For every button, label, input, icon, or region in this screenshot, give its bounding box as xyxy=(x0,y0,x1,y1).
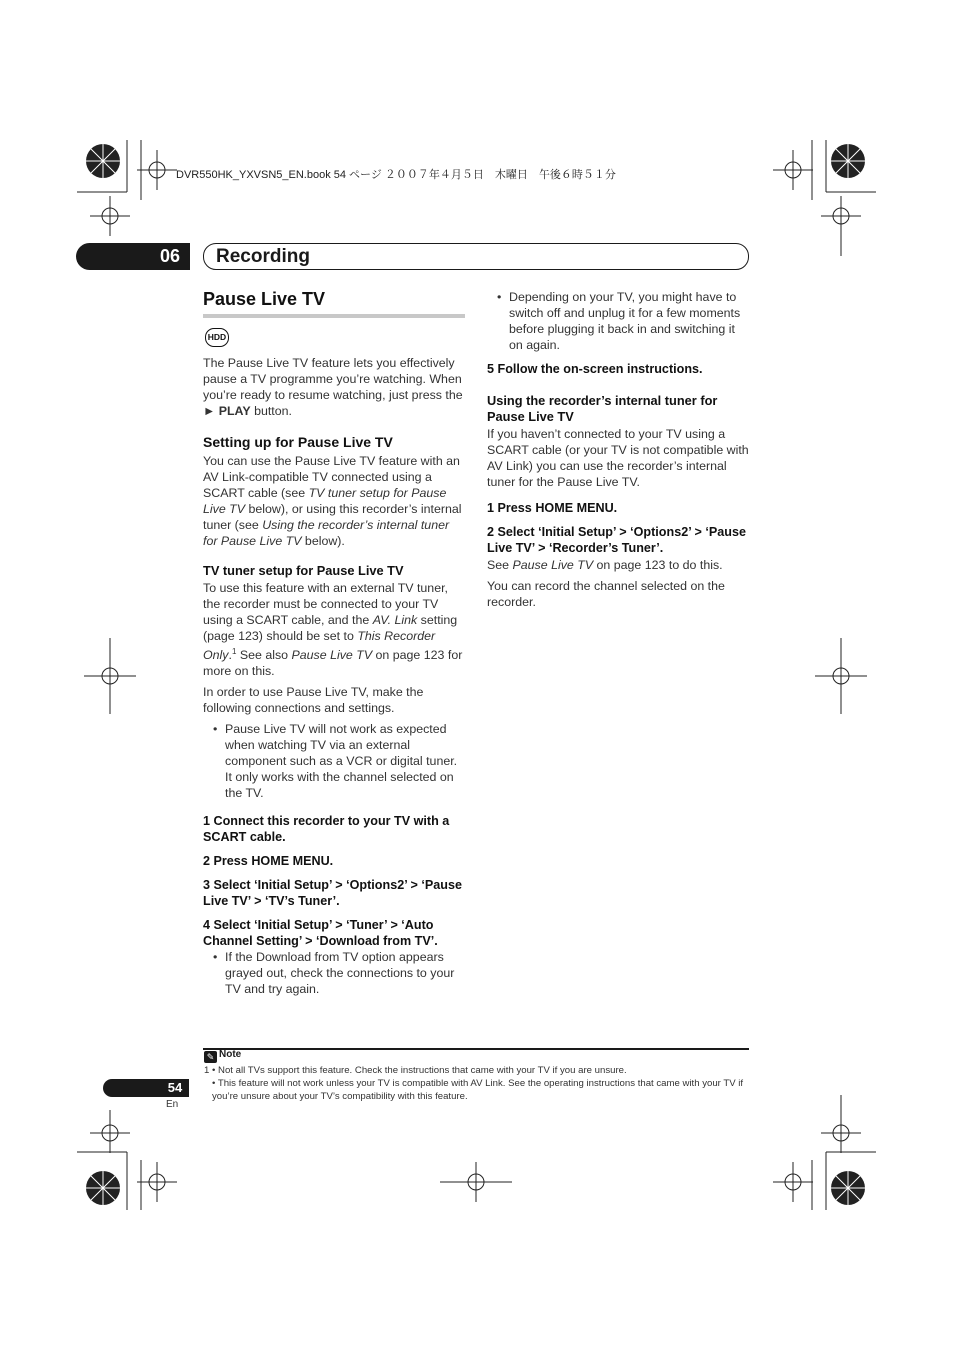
pencil-icon: ✎ xyxy=(204,1051,217,1063)
note-line-1: 1 • Not all TVs support this feature. Check the instructions that came with your TV if you are unsure. xyxy=(204,1065,627,1076)
bullet-item: • Depending on your TV, you might have to switch off and unplug it for a few moments before plugging it back in and switching it on again. xyxy=(487,289,749,353)
step-1: 1 Connect this recorder to your TV with a SCART cable. xyxy=(203,814,450,845)
section-heading: Pause Live TV xyxy=(203,289,326,309)
setup-heading: Setting up for Pause Live TV xyxy=(203,434,393,450)
page-number: 54 xyxy=(167,1080,183,1095)
setup-paragraph: You can use the Pause Live TV feature with an AV Link-compatible TV connected using a SCART cable (see TV tuner setup for Pause Live TV below), or using this recorder’s internal tuner (see Using the recorder’s internal tuner for Pause Live TV below). xyxy=(203,454,462,548)
print-header: DVR550HK_YXVSN5_EN.book 54 ページ ２００７年４月５日 木曜日 午後６時５１分 xyxy=(176,169,616,181)
chapter-title: Recording xyxy=(216,246,310,267)
order-paragraph: In order to use Pause Live TV, make the following connections and settings. xyxy=(203,685,424,716)
note-line-2: • This feature will not work unless your TV is compatible with AV Link. See the operating instructions that came with your TV if you’re unsure about your TV’s compatibility with this feature. xyxy=(212,1078,744,1102)
record-paragraph: You can record the channel selected on the recorder. xyxy=(487,579,725,609)
step-1: 1 Press HOME MENU. xyxy=(487,501,618,515)
heading-rule xyxy=(203,314,465,318)
step-2: 2 Select ‘Initial Setup’ > ‘Options2’ > ‘Pause Live TV’ > ‘Recorder’s Tuner’. xyxy=(487,525,746,555)
intro-paragraph: The Pause Live TV feature lets you effectively pause a TV programme you’re watching. When you’re ready to resume watching, just press the ► PLAY button. xyxy=(203,356,463,418)
note-label: Note xyxy=(219,1049,242,1060)
note-rule xyxy=(203,1048,749,1050)
footnote-ref: 1 xyxy=(231,647,237,656)
step-5: 5 Follow the on-screen instructions. xyxy=(487,362,703,376)
internal-tuner-paragraph: If you haven’t connected to your TV using a SCART cable (or your TV is not compatible with AV Link) you can use the recorder’s internal tuner for the Pause Live TV. xyxy=(487,427,749,489)
step-3: 3 Select ‘Initial Setup’ > ‘Options2’ > ‘Pause Live TV’ > ‘TV’s Tuner’. xyxy=(203,878,462,909)
tv-tuner-paragraph: To use this feature with an external TV tuner, the recorder must be connected to your TV using a SCART cable, and the AV. Link setting (page 123) should be set to This Recorder Only.$^1$ See also Pause Live TV on page 123 for more on this. xyxy=(203,581,463,679)
right-column xyxy=(487,289,749,615)
bullet-item: • Pause Live TV will not work as expected when watching TV via an external component such as a VCR or digital tuner. It only works with the channel selected on the TV. xyxy=(203,721,465,801)
hdd-badge: HDD xyxy=(205,328,229,347)
step-4: 4 Select ‘Initial Setup’ > ‘Tuner’ > ‘Auto Channel Setting’ > ‘Download from TV’. xyxy=(203,918,438,949)
chapter-number: 06 xyxy=(159,246,181,266)
bullet-item: • If the Download from TV option appears grayed out, check the connections to your TV and try again. xyxy=(203,949,465,997)
internal-tuner-heading: Using the recorder’s internal tuner for Pause Live TV xyxy=(487,393,718,424)
see-paragraph: See Pause Live TV on page 123 to do this. xyxy=(487,558,723,572)
step-2: 2 Press HOME MENU. xyxy=(203,854,334,869)
note-text xyxy=(204,1064,752,1103)
page-language: En xyxy=(166,1099,179,1110)
tv-tuner-heading: TV tuner setup for Pause Live TV xyxy=(203,563,404,578)
left-column xyxy=(203,288,465,1005)
play-button-label: ► PLAY xyxy=(203,404,251,418)
